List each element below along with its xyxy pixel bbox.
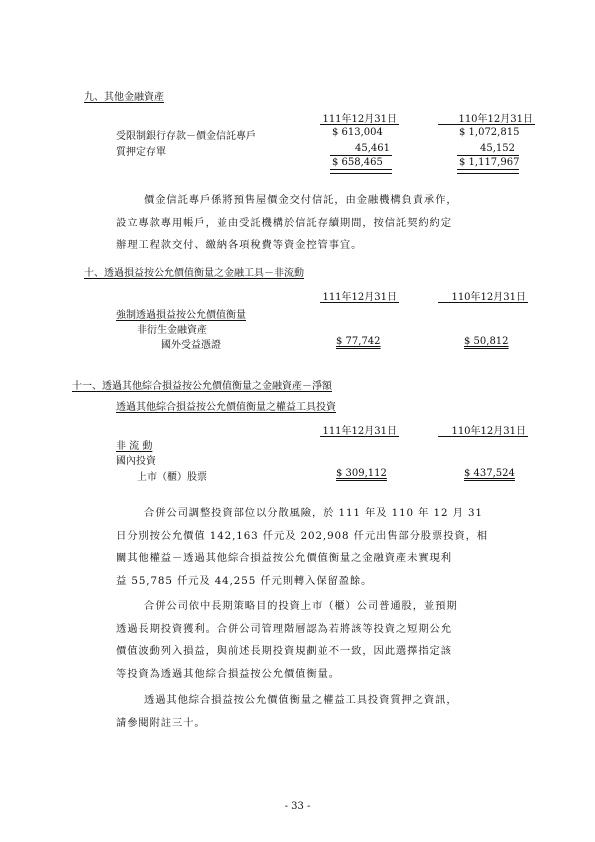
sec10-title — [84, 264, 304, 279]
sec9-v1-subtotal-rule — [330, 155, 392, 156]
sec9-col2-header-rule — [438, 124, 535, 125]
sec11-col2-header-rule — [438, 436, 528, 437]
sec9-col1-header-rule — [320, 124, 399, 125]
sec11-paragraph-3 — [116, 689, 458, 734]
para-line: 合併公司依中長期策略目的投資上市（櫃）公司普通股，並預期 — [144, 600, 458, 612]
sec9-row1-v1: $ 613,004 — [332, 127, 383, 138]
sec10-col1-header-rule — [320, 302, 399, 303]
sec9-row1-label: 受限制銀行存款－價金信託專戶 — [116, 131, 256, 142]
sec11-cat-label — [116, 437, 152, 452]
sec11-item-v1-text: $ 309,112 — [336, 468, 387, 479]
sec9-col2-header: 110年12月31日 — [458, 114, 533, 125]
para-line: 關其他權益－透過其他綜合損益按公允價值衡量之金融資產未實現利 — [116, 552, 452, 564]
sec10-cat-label — [116, 306, 246, 321]
para-line: 透過其他綜合損益按公允價值衡量之權益工具投資質押之資訊， — [144, 694, 458, 706]
sec11-item-v1 — [336, 468, 387, 479]
sec10-item-label: 國外受益憑證 — [161, 340, 221, 351]
para-line: 請參閱附註三十。 — [116, 716, 206, 729]
para-line: 等投資為透過其他綜合損益按公允價值衡量。 — [116, 667, 340, 680]
para-line: 價金信託專戶係將預售屋價金交付信託，由金融機構負責承作， — [144, 194, 458, 206]
sec11-col1-header: 111年12月31日 — [322, 426, 397, 437]
sec10-item-v1 — [336, 336, 381, 347]
sec11-title — [72, 377, 332, 392]
sec11-cat-label-text: 非 流 動 — [116, 441, 153, 452]
sec10-col1-header: 111年12月31日 — [322, 292, 397, 303]
sec9-total-v1: $ 658,465 — [332, 157, 383, 168]
sec11-sub-label: 國內投資 — [116, 456, 156, 467]
para-line: 益 55,785 仟元及 44,255 仟元則轉入保留盈餘。 — [116, 574, 373, 587]
sec11-subtitle-text: 透過其他綜合損益按公允價值衡量之權益工具投資 — [116, 402, 336, 413]
sec9-title-text: 九、其他金融資產 — [84, 92, 164, 103]
sec11-item-label: 上市（櫃）股票 — [137, 472, 207, 483]
sec9-v2-total-rule — [457, 169, 519, 174]
sec10-sub-label: 非衍生金融資產 — [137, 325, 207, 336]
sec11-item-v2 — [464, 468, 515, 479]
sec9-row1-v2: $ 1,072,815 — [459, 127, 520, 138]
sec11-item-v2-text: $ 437,524 — [464, 468, 515, 479]
para-line: 設立專款專用帳戶，並由受託機構於信託存續期間，按信託契約約定 — [116, 216, 452, 229]
para-line: 日分別按公允價值 142,163 仟元及 202,908 仟元出售部分股票投資，相 — [116, 529, 488, 542]
sec10-col2-header-rule — [438, 302, 528, 303]
sec10-item-v2-text: $ 50,812 — [464, 336, 509, 347]
sec9-col1-header: 111年12月31日 — [322, 114, 397, 125]
sec9-row2-v2: 45,152 — [480, 143, 515, 154]
sec9-row2-v1: 45,461 — [355, 143, 390, 154]
sec10-cat-label-text: 強制透過損益按公允價值衡量 — [116, 310, 246, 321]
sec10-col2-header: 110年12月31日 — [451, 292, 526, 303]
sec10-item-v2 — [464, 336, 509, 347]
sec9-v1-total-rule — [330, 169, 392, 174]
sec9-title — [84, 88, 164, 103]
sec11-paragraph-2 — [116, 595, 458, 685]
sec9-row2-label: 質押定存單 — [116, 147, 166, 158]
para-line: 透過長期投資獲利。合併公司管理階層認為若將該等投資之短期公允 — [116, 622, 452, 635]
sec11-paragraph-1 — [116, 502, 488, 592]
sec11-col2-header: 110年12月31日 — [451, 426, 526, 437]
sec9-total-v2: $ 1,117,967 — [459, 157, 520, 168]
page-number: - 33 - — [284, 801, 311, 812]
sec9-v2-subtotal-rule — [457, 155, 519, 156]
sec10-item-v1-text: $ 77,742 — [336, 336, 381, 347]
sec11-subtitle — [116, 398, 336, 413]
sec9-paragraph — [116, 189, 458, 257]
para-line: 辦理工程款交付、繳納各項稅費等資金控管事宜。 — [116, 239, 363, 251]
sec11-title-text: 十一、透過其他綜合損益按公允價值衡量之金融資產－淨額 — [72, 381, 332, 392]
sec10-title-text: 十、透過損益按公允價值衡量之金融工具－非流動 — [84, 268, 304, 279]
sec11-col1-header-rule — [320, 436, 399, 437]
para-line: 價值波動列入損益，與前述長期投資規劃並不一致，因此選擇指定該 — [116, 645, 452, 657]
para-line: 合併公司調整投資部位以分散風險，於 111 年及 110 年 12 月 31 — [144, 507, 483, 519]
